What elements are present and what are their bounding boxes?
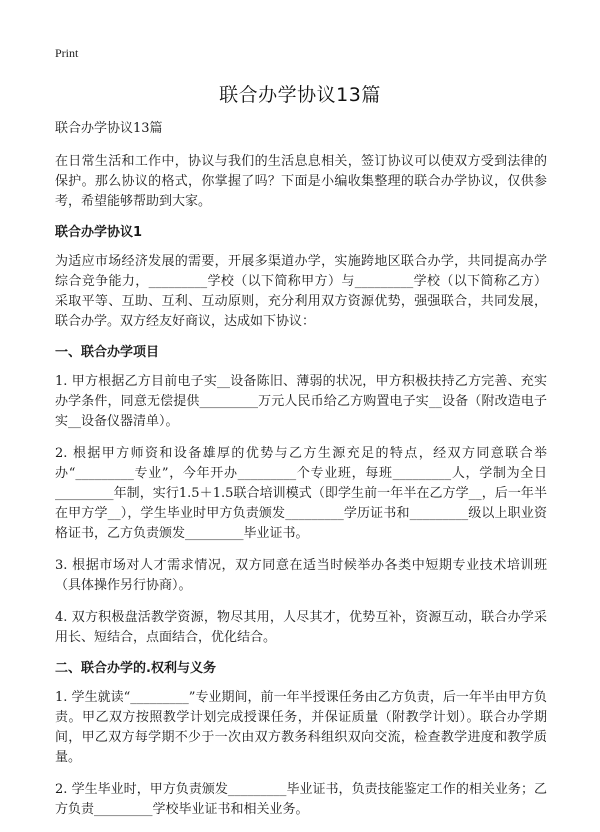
section1-item: 2. 根据甲方师资和设备雄厚的优势与乙方生源充足的特点，经双方同意联合举办“_________专业”，今年开办_________个专业班，每班_________人，学制为全日_________年制，实行1.5＋1.5联合培训模式（即学生前一年半在乙方学__，后一年半在甲方学__），学生毕业时甲方负责颁发_________学历证书和_________级以上职业资格证书，乙方负责颁发_________毕业证书。 xyxy=(55,446,547,541)
document-body xyxy=(55,120,547,832)
section1-item: 1. 甲方根据乙方目前电子实__设备陈旧、薄弱的状况，甲方积极扶持乙方完善、充实办学条件，同意无偿提供_________万元人民币给乙方购置电子实__设备（附改造电子实__设备仪器清单）。 xyxy=(55,374,547,429)
section1-item: 3. 根据市场对人才需求情况，双方同意在适当时候举办各类中短期专业技术培训班（具体操作另行协商）。 xyxy=(55,558,547,593)
document-title: 联合办学协议13篇 xyxy=(219,84,381,106)
intro-paragraph: 在日常生活和工作中，协议与我们的生活息息相关，签订协议可以使双方受到法律的保护。那么协议的格式，你掌握了吗？下面是小编收集整理的联合办学协议，仅供参考，希望能够帮助到大家。 xyxy=(55,154,547,209)
document-subtitle: 联合办学协议13篇 xyxy=(55,121,163,136)
section2-item: 1. 学生就读“_________”专业期间，前一年半授课任务由乙方负责，后一年半由甲方负责。甲乙双方按照教学计划完成授课任务，并保证质量（附教学计划）。联合办学期间，甲乙双方每学期不少于一次由双方教务科组织双向交流，检查教学进度和教学质量。 xyxy=(55,690,547,765)
section2-item: 2. 学生毕业时，甲方负责颁发_________毕业证书，负责技能鉴定工作的相关业务；乙方负责_________学校毕业证书和相关业务。 xyxy=(55,782,547,817)
agreement1-preamble: 为适应市场经济发展的需要，开展多渠道办学，实施跨地区联合办学，共同提高办学综合竞争能力，_________学校（以下简称甲方）与_________学校（以下简称乙方）采取平等、互助、互利、互动原则，充分利用双方资源优势，强强联合，共同发展，联合办学。双方经友好商议，达成如下协议： xyxy=(55,254,547,329)
section1-item: 4. 双方积极盘活教学资源，物尽其用，人尽其才，优势互补，资源互动，联合办学采用长、短结合，点面结合，优化结合。 xyxy=(55,610,547,645)
section1-heading: 一、联合办学项目 xyxy=(55,345,160,360)
agreement1-heading: 联合办学协议1 xyxy=(55,225,143,240)
print-label: Print xyxy=(55,46,79,60)
section2-heading: 二、联合办学的.权利与义务 xyxy=(55,661,216,676)
